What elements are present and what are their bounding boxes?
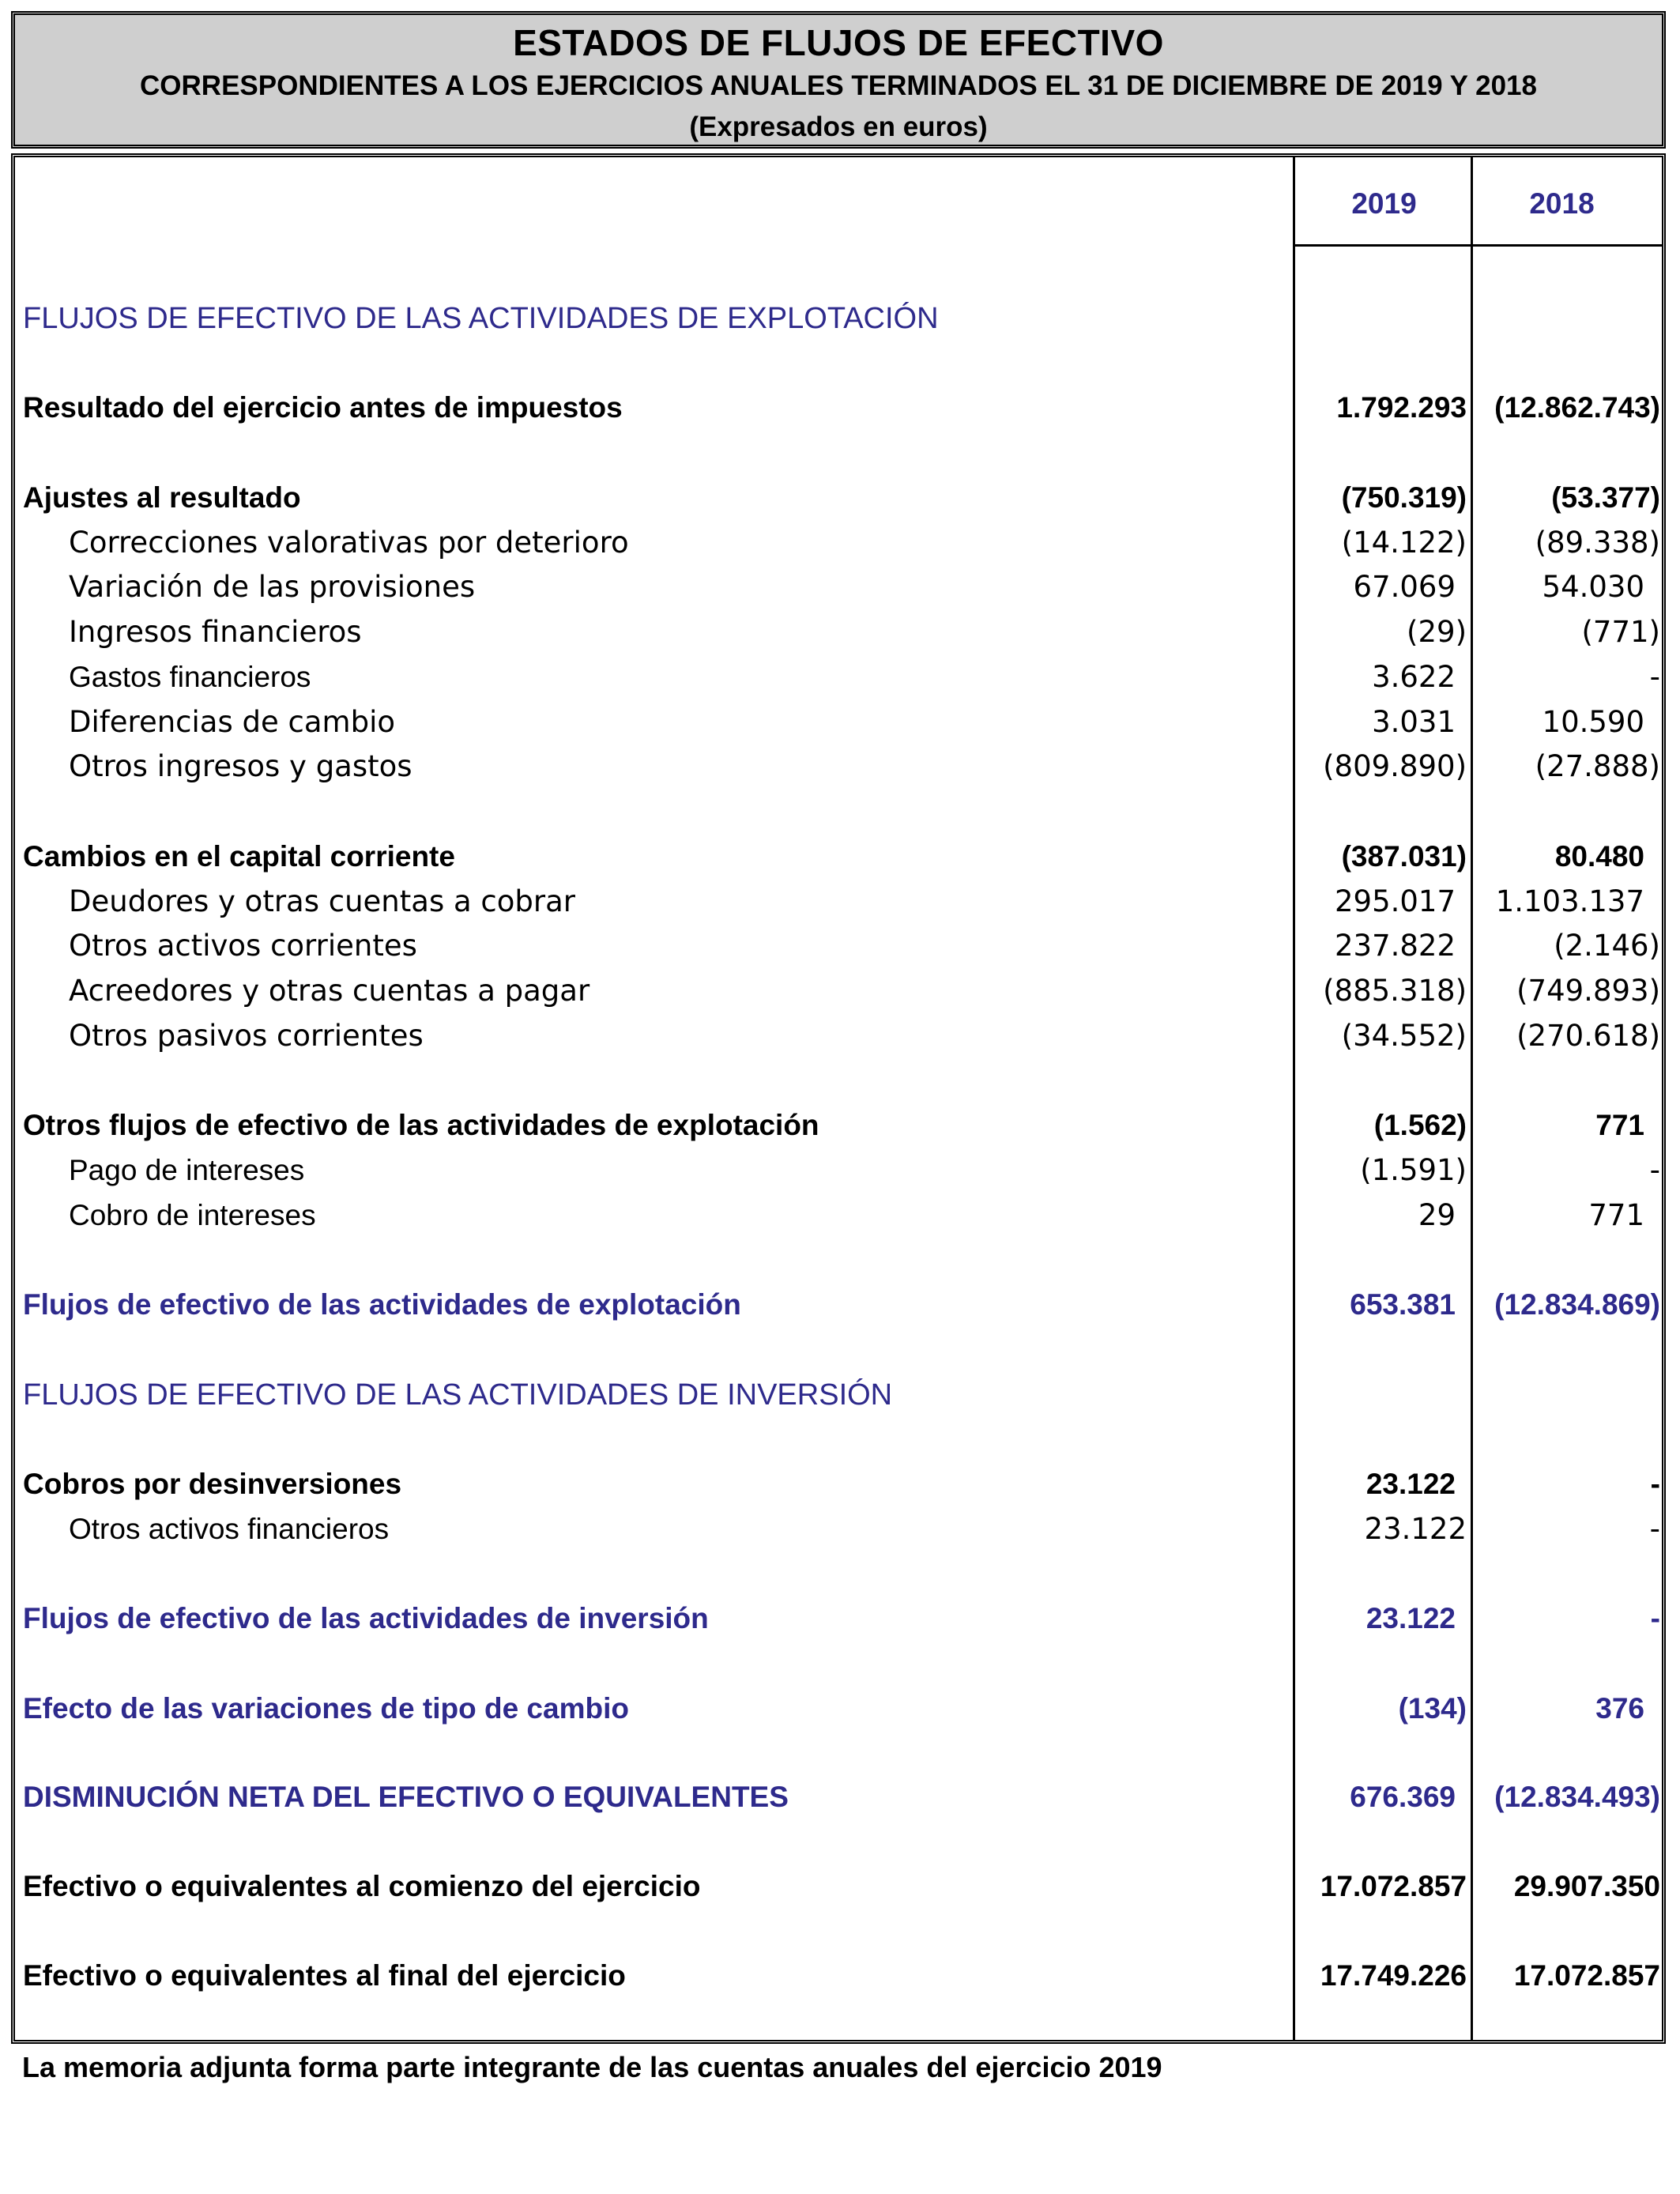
value-2019: (29) [1407,615,1467,649]
row-label: Diferencias de cambio [69,705,395,739]
value-2018: - [1650,1602,1660,1634]
table-row [15,700,1662,745]
value-2018: (89.338) [1535,526,1660,560]
table-row [15,565,1662,609]
row-label: Flujos de efectivo de las actividades de explotación [23,1288,741,1321]
value-2018: (12.834.869) [1494,1288,1660,1321]
table-row [15,1103,1662,1148]
row-label: Efecto de las variaciones de tipo de cambio [23,1692,629,1725]
value-2018: 54.030 [1542,570,1644,604]
table-row [15,1148,1662,1193]
currency-note: (Expresados en euros) [689,111,988,142]
table-row [15,386,1662,430]
value-2018: (12.834.493) [1494,1781,1660,1813]
table-row [15,924,1662,968]
table-row [15,835,1662,879]
value-2019: (134) [1398,1692,1467,1725]
value-2018: (771) [1581,615,1660,649]
table-row [15,1864,1662,1909]
value-2018: 29.907.350 [1513,1870,1660,1902]
value-2018: 10.590 [1542,705,1644,739]
value-2019: (1.591) [1360,1153,1467,1187]
value-2018: 376 [1595,1692,1644,1725]
value-2019: 29 [1418,1198,1456,1232]
table-row [15,880,1662,924]
value-2019: 23.122 [1365,1602,1456,1634]
value-2019: 3.031 [1372,705,1456,739]
table-row [15,745,1662,789]
row-label: Otros activos corrientes [69,929,417,963]
statement-title: ESTADOS DE FLUJOS DE EFECTIVO [513,22,1164,63]
value-2019: (34.552) [1341,1019,1467,1053]
row-label: Otros ingresos y gastos [69,749,412,783]
column-divider [1471,157,1473,2040]
value-2019: 17.749.226 [1320,1959,1467,1992]
value-2018: (12.862.743) [1494,391,1660,424]
table-row [15,969,1662,1013]
value-2019: 67.069 [1353,570,1456,604]
column-header-2018: 2018 [1529,187,1595,220]
value-2018: (270.618) [1516,1019,1660,1053]
table-row [15,655,1662,699]
value-2019: 23.122 [1364,1512,1467,1546]
value-2018: - [1649,1153,1660,1187]
value-2019: (1.562) [1373,1109,1467,1141]
row-label: Correcciones valorativas por deterioro [69,526,629,560]
value-2018: (2.146) [1554,929,1660,963]
value-2019: 237.822 [1334,929,1456,963]
row-label: FLUJOS DE EFECTIVO DE LAS ACTIVIDADES DE EXPLOTACIÓN [23,302,939,335]
value-2018: 80.480 [1554,840,1644,873]
table-row [15,521,1662,565]
value-2018: - [1649,1512,1660,1546]
value-2019: (750.319) [1341,481,1467,514]
row-label: DISMINUCIÓN NETA DEL EFECTIVO O EQUIVALENTES [23,1781,789,1813]
subtotal-row [15,1283,1662,1327]
section-heading-explotacion [15,296,1662,341]
value-2019: 676.369 [1350,1781,1456,1813]
column-divider [1293,157,1295,2040]
value-2018: (53.377) [1551,481,1660,514]
table-row [15,1193,1662,1238]
table-row [15,1014,1662,1058]
value-2019: 653.381 [1350,1288,1456,1321]
row-label: Cobros por desinversiones [23,1468,402,1500]
row-label: Cambios en el capital corriente [23,840,455,873]
value-2018: 771 [1588,1198,1644,1232]
statement-header [11,11,1666,149]
row-label: Otros activos financieros [69,1513,390,1545]
value-2018: 1.103.137 [1495,884,1644,918]
subtotal-row [15,1687,1662,1731]
row-label: Efectivo o equivalentes al final del ejercicio [23,1959,626,1992]
value-2018: (27.888) [1535,749,1660,783]
row-label: Acreedores y otras cuentas a pagar [69,974,590,1008]
column-header-2019: 2019 [1351,187,1417,220]
row-label: Deudores y otras cuentas a cobrar [69,884,575,918]
table-row [15,610,1662,654]
row-label: Otros pasivos corrientes [69,1019,424,1053]
section-heading-inversion [15,1373,1662,1417]
value-2018: - [1650,1468,1660,1500]
table-row [15,1507,1662,1551]
statement-subtitle: CORRESPONDIENTES A LOS EJERCICIOS ANUALES TERMINADOS EL 31 DE DICIEMBRE DE 2019 Y 2018 [140,70,1537,101]
cash-flow-table [11,153,1666,2044]
value-2019: 295.017 [1334,884,1456,918]
value-2018: 17.072.857 [1513,1959,1660,1992]
value-2018: 771 [1595,1109,1644,1141]
column-header-divider [1293,244,1663,247]
value-2019: 3.622 [1372,660,1456,694]
row-label: Ajustes al resultado [23,481,301,514]
row-label: Pago de intereses [69,1154,305,1186]
value-2019: (885.318) [1323,974,1467,1008]
value-2018: (749.893) [1516,974,1660,1008]
table-row [15,1954,1662,1998]
value-2018: - [1649,660,1660,694]
row-label: Cobro de intereses [69,1199,316,1231]
subtotal-row [15,1596,1662,1641]
value-2019: (387.031) [1341,840,1467,873]
value-2019: 1.792.293 [1336,391,1467,424]
value-2019: 17.072.857 [1320,1870,1467,1902]
row-label: Gastos financieros [69,661,311,693]
value-2019: (809.890) [1323,749,1467,783]
row-label: Flujos de efectivo de las actividades de inversión [23,1602,709,1634]
row-label: Efectivo o equivalentes al comienzo del ejercicio [23,1870,701,1902]
row-label: Ingresos financieros [69,615,362,649]
value-2019: 23.122 [1365,1468,1456,1500]
row-label: FLUJOS DE EFECTIVO DE LAS ACTIVIDADES DE INVERSIÓN [23,1378,893,1412]
table-row [15,1462,1662,1506]
footer-note: La memoria adjunta forma parte integrante de las cuentas anuales del ejercicio 2019 [22,2051,1162,2083]
value-2019: (14.122) [1341,526,1467,560]
table-row [15,476,1662,520]
row-label: Otros flujos de efectivo de las actividades de explotación [23,1109,819,1141]
row-label: Variación de las provisiones [69,570,476,604]
total-row [15,1775,1662,1819]
row-label: Resultado del ejercicio antes de impuestos [23,391,623,424]
